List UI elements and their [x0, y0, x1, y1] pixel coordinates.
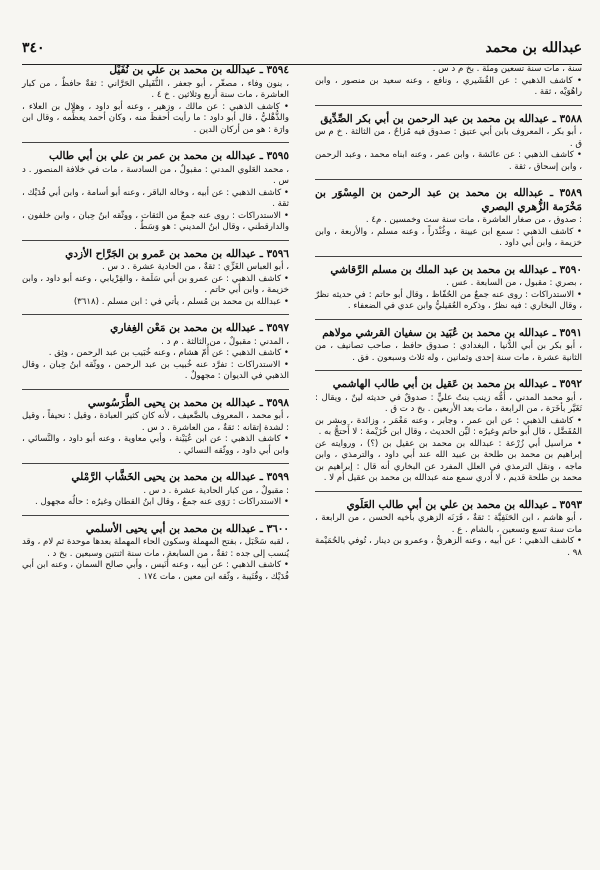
biography-entry [22, 322, 289, 383]
entry-divider [315, 256, 582, 257]
entry-note: • كاشف الذهبي : عن أبيه ، وعنه الزهريُّ ، وعمرو بن دينار ، تُوفي بالحُمَيْمة ٩٨ . [315, 536, 582, 558]
entry-text: : صدوق ، من صغار العاشرة ، مات سنة ست وخمسين . م٤ . [365, 215, 582, 225]
entry-divider [22, 314, 289, 315]
entry-text: ، بصري : مقبول ، من السابعة . عس . [446, 278, 582, 288]
biography-entry [315, 378, 582, 485]
entry-text: ، أبو هاشم ، ابن الحَنَفِيَّة : ثقةٌ ، قَرَنَه الزهري بأخيه الحسن ، من الرابعة ، مات سنة تسع وتسعين ، بالشام . ع . [315, 513, 582, 535]
entry-heading: ٣٥٨٨ ـ عبدالله بن محمد بن عبد الرحمن بن أبي بكر الصِّدِّيق [320, 112, 582, 125]
left-column [22, 64, 289, 587]
page-number: ٣٤٠ [22, 40, 45, 56]
entry-heading: ٣٦٠٠ ـ عبدالله بن محمد بن أبي يحيى الأسلمي [85, 522, 289, 535]
entry-note: • الاستدراكات : رَوَى عنه جمعٌ ، وقال ابنُ القطان وغيرُه : حالُه مجهول . [35, 497, 289, 507]
biography-entry [22, 248, 289, 309]
entry-note: • الاستدراكات : تفرَّد عنه خُبيب بن عبد الرحمن ، ووثّقه ابنُ حِبان ، وقال الذهبي في الديوان : مجهولٌ . [22, 359, 289, 381]
entry-note: • مراسيل أبي زُرْعة : عبدالله بن محمد بن عقيل بن (؟) ، وروايته عن إبراهيم بن محمد بن طلحة بن عبيد الله عند أبي داود ، والترمذي ، وابن ماجه ، ونقل الترمذي في العلل المفرد عن البخاري أنه قال : إبراهيم بن محمد بن طلحة قديم ، لا أدري سمع منه عبدالله بن محمد بن عقيل أم لا . [315, 438, 582, 483]
biography-entry [315, 499, 582, 560]
biography-entry [22, 523, 289, 584]
entry-note: • كاشف الذهبي : عن ابن عمر ، وجابر ، وعنه مَعْمَر ، وزائدة ، وبشر بن المُفَضَّل ، قال أبو حاتم وغيرُه : ليِّن الحديث ، وقال ابن خُزَيْمة : لا أَحتجُّ به . [315, 415, 582, 437]
biography-entry [315, 187, 582, 250]
entry-heading: ٣٥٩٢ ـ عبدالله بن محمد بن عَقيل بن أبي طالب الهاشمي [332, 378, 582, 390]
entry-divider [315, 105, 582, 106]
biography-entry [22, 64, 289, 136]
entry-text: ، أبو محمد ، المعروف بالضَّعيف ، لأنه كان كثير العبادة ، وقيل : نحيفاً ، وقيل : لشدة إتقانه : ثقةٌ ، من العاشرة . د س . [22, 411, 289, 433]
entry-heading: ٣٥٩٥ ـ عبدالله بن محمد بن عمر بن علي بن أبي طالب [49, 150, 289, 162]
entry-divider [315, 319, 582, 320]
entry-heading: ٣٥٩٩ ـ عبدالله بن محمد بن يحيى الخَشَّاب الرَّمْلي [71, 471, 289, 483]
entry-heading: ٣٥٩١ ـ عبدالله بن محمد بن عُبَيد بن سفيان القرشي مولاهم [322, 326, 582, 339]
entry-note: • كاشف الذهبي : عن ابن عُيَيْنة ، وأبي معاوية ، وعنه أبو داود ، والنَّسائي ، وابن أبي داود ، ووثّقه النسائي . [22, 434, 289, 456]
entry-divider [315, 491, 582, 492]
entry-heading: ٣٥٩٠ ـ عبدالله بن محمد بن عبد الملك بن مسلم الرَّقاشي [330, 263, 582, 276]
entry-heading: ٣٥٩٧ ـ عبدالله بن محمد بن مَعْن الغِفاري [110, 322, 289, 334]
entry-divider [315, 370, 582, 371]
entry-divider [22, 142, 289, 143]
entry-text: ، محمد العَلوي المدني : مقبولٌ ، من السادسة ، مات في خلافة المنصور . د س . [22, 164, 289, 186]
entry-note: • الاستدراكات : روى عنه جمعٌ من الثقات ، ووثّقه ابنُ حِبان ، وابن خلفون ، والدارقطني ، وقال ابنُ المديني : هو وَسَطٌ . [22, 210, 289, 232]
entry-note: • كاشف الذهبي : عن عائشة ، وابن عمر ، وعنه ابناه محمد ، وعبد الرحمن ، وابن إسحاق ، ثقة . [315, 150, 582, 172]
entry-text: ، بنون وفاء ، مصغّر ، أبو جعفر ، النُّفَيلي الحَرَّاني : ثقةٌ حافظٌ ، من كبار العاشرة ، مات سنة أربع وثلاثين . خ ٤ . [22, 78, 289, 100]
entry-text: ، المدني : مقبولٌ ، من الثالثة . م د . [161, 336, 289, 347]
running-header [22, 40, 582, 65]
entry-text: : مقبولٌ ، من كبار الحادية عشرة . د س . [143, 485, 289, 496]
entry-heading: ٣٥٩٤ ـ عبدالله بن محمد بن علي بن نُفَيْل [109, 64, 289, 76]
entry-note: • عبدالله بن محمد بن مُسلم ، يأتي في : ابن مسلم . (٣٦١٨) [73, 296, 289, 307]
entry-note: • الاستدراكات : روى عنه جمعٌ من الحُفّاظ ، وقال أبو حاتم : في حديثه نظرٌ ، وقال البخاري : فيه نظرٌ ، وذكره العُقيليُّ وابن عدي في الضعفاء . [315, 289, 582, 311]
entry-note: • كاشف الذهبي : عن مالك ، وزهير ، وعنه أبو داود ، وهلال بن العلاء ، والذُّهْليُّ ، قال أبو داود : ما رأيت أحفظَ منه ، وكان أحمد يعظِّمه ، وقال ابن وارَة : هو من أركان الدين . [22, 101, 289, 135]
entry-note: • كاشف الذهبي : عن عمرو بن أبي سَلَمة ، والفِرْيابي ، وعنه أبو داود ، وابن خزيمة ، وابن أبي حاتم . [22, 273, 289, 295]
entry-note: • كاشف الذهبي : سمع ابن عيينة ، وغُنْدَراً ، وعنه مسلم ، والأربعة ، وابن خزيمة ، وابن أبي داود . [315, 226, 582, 248]
biography-entry [22, 150, 289, 234]
entry-text: ، أبو العباس الغَزِّي : ثقةٌ ، من الحادية عشرة . د س . [102, 262, 289, 272]
entry-text: ، أبو بكر ، المعروف بابن أبي عتيق : صدوق فيه مُزاحٌ ، من الثالثة . خ م س ق . [315, 127, 582, 149]
entry-note: • كاشف الذهبي : عن أبيه ، وعنه أُنَيس ، وأبي صالح السمان ، وعنه ابن أبي فُدَيْك ، وقُتَيبة ، وثّقه ابن معين ، مات ١٧٤ . [22, 560, 289, 582]
entry-continuation [315, 64, 582, 99]
biography-entry [22, 471, 289, 509]
entry-text: ، أبو محمد المدني ، أُمُّه زينب بنتُ عليٍّ : صدوقٌ في حديثه لينٌ ، ويقال : تَغَيَّر بأخَرَة ، من الرابعة ، مات بعد الأربعين . بخ د ت ق . [315, 392, 582, 414]
entry-divider [22, 515, 289, 516]
running-title: عبدالله بن محمد [485, 40, 582, 56]
entry-divider [22, 463, 289, 464]
entry-note: • كاشف الذهبي : عن أبيه ، وخاله الباقر ، وعنه أبو أسامة ، وابن أبي فُدَيْك ، ثقة . [22, 187, 289, 209]
biography-entry [315, 113, 582, 174]
biography-entry [22, 397, 289, 458]
entry-text: سنة ، مات سنة تسعين ومئة . بخ م د س . [432, 64, 582, 74]
biography-entry [315, 264, 582, 313]
entry-heading: ٣٥٨٩ ـ عبدالله بن محمد بن عبد الرحمن بن المِسْوَر بن مَخْرَمة الزُّهري البصري [315, 187, 582, 213]
entry-divider [22, 240, 289, 241]
biography-entry [315, 327, 582, 365]
entry-text: ، أبو بكر بن أبي الدُّنيا ، البغدادي : صدوق حافظ ، صاحب تصانيف ، من الثانية عشرة ، مات سنة إحدى وثمانين ، وله ثلاث وسبعون . فق . [315, 341, 582, 363]
entry-note: • كاشف الذهبي : عن أُمّ هشام ، وعنه خُبَيب بن عبد الرحمن ، وثِق . [48, 348, 289, 358]
entry-heading: ٣٥٩٦ ـ عبدالله بن محمد بن عَمرو بن الجَرَّاح الأزدي [65, 247, 289, 260]
entry-heading: ٣٥٩٨ ـ عبدالله بن محمد بن يحيى الطَّرَسُوسي [87, 396, 289, 409]
right-column [315, 64, 582, 563]
entry-note: • كاشف الذهبي : عن القُشَيري ، ونافع ، وعنه سعيد بن منصور ، وابن راهُوَيْه ، ثقة . [315, 75, 582, 97]
entry-text: ، لقبه سَحْبَل ، بفتح المهملة وسكون الحاء المهملة بعدها موحدة ثم لام ، وقد يُنسب إلى جده : ثقةٌ ، من السابعة ، مات سنة اثنتين وسبعين . بخ د . [22, 537, 289, 559]
entry-divider [22, 389, 289, 390]
entry-heading: ٣٥٩٣ ـ عبدالله بن محمد بن علي بن أبي طالب العَلَوي [346, 498, 582, 511]
entry-divider [315, 179, 582, 180]
